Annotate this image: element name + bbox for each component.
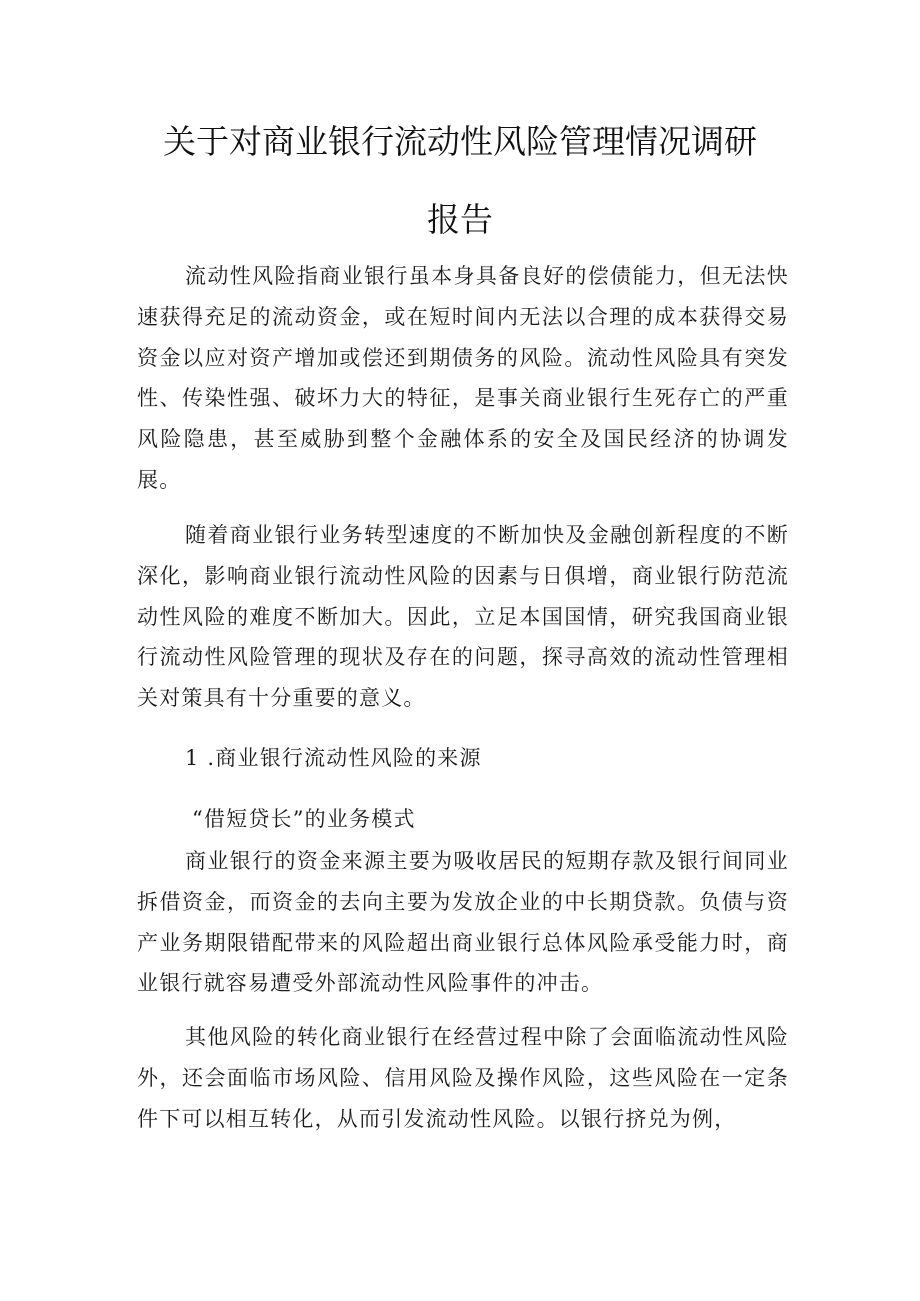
document-title-line-1: 关于对商业银行流动性风险管理情况调研 — [163, 122, 757, 161]
document-title-line-2: 报告 — [427, 200, 493, 239]
subsection-heading-borrow-short-lend-long: “借短贷长”的业务模式 — [192, 807, 416, 831]
section-heading-risk-sources: 1 .商业银行流动性风险的来源 — [185, 746, 482, 770]
paragraph-funding-mismatch: 商业银行的资金来源主要为吸收居民的短期存款及银行间同业拆借资金，而资金的去向主要为发放企业的中长期贷款。负债与资产业务期限错配带来的风险超出商业银行总体风险承受能力时，商业银行就容易遭受外部流动性风险事件的冲击。 — [137, 849, 789, 996]
paragraph-liquidity-risk-definition: 流动性风险指商业银行虽本身具备良好的偿债能力，但无法快速获得充足的流动资金，或在短时间内无法以合理的成本获得交易资金以应对资产增加或偿还到期债务的风险。流动性风险具有突发性、传染性强、破坏力大的特征，是事关商业银行生死存亡的严重风险隐患，甚至威胁到整个金融体系的安全及国民经济的协调发展。 — [137, 264, 789, 492]
paragraph-background: 随着商业银行业务转型速度的不断加快及金融创新程度的不断深化，影响商业银行流动性风险的因素与日俱增，商业银行防范流动性风险的难度不断加大。因此，立足本国国情，研究我国商业银行流动性风险管理的现状及存在的问题，探寻高效的流动性管理相关对策具有十分重要的意义。 — [137, 523, 789, 711]
paragraph-risk-conversion: 其他风险的转化商业银行在经营过程中除了会面临流动性风险外，还会面临市场风险、信用风险及操作风险，这些风险在一定条件下可以相互转化，从而引发流动性风险。以银行挤兑为例， — [137, 1025, 789, 1131]
